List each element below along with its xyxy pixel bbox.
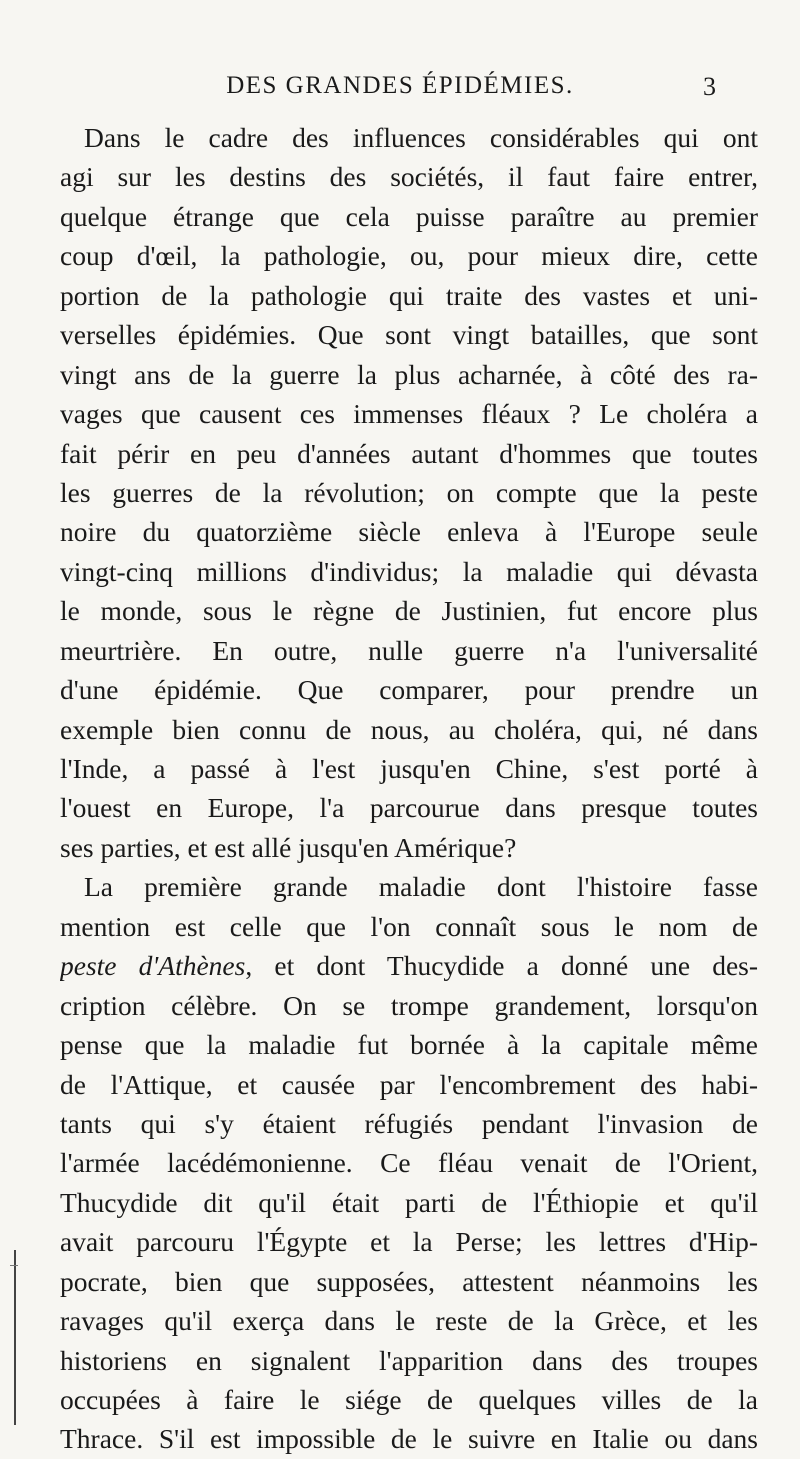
text-line: l'Inde, a passé à l'est jusqu'en Chine, s'est porté à [60, 753, 758, 784]
text-line: ses parties, et est allé jusqu'en Amérique? [60, 831, 517, 863]
text-line: La première grande maladie dont l'histoire fasse [84, 871, 758, 903]
running-head [40, 72, 760, 108]
text-line: Thucydide dit qu'il était parti de l'Éthiopie et qu'il [60, 1186, 758, 1218]
text-line-with-italic [60, 946, 758, 985]
text-line: vingt ans de la guerre la plus acharnée, à côté des ra- [60, 358, 758, 390]
text-line: noire du quatorzième siècle enleva à l'Europe seule [60, 516, 758, 548]
text-line: avait parcouru l'Égypte et la Perse; les lettres d'Hip- [60, 1226, 758, 1258]
text-line: Dans le cadre des influences considérables qui ont [84, 122, 758, 153]
text-line: pocrate, bien que supposées, attestent néanmoins les [60, 1265, 758, 1297]
text-line: l'ouest en Europe, l'a parcourue dans presque toutes [60, 792, 758, 824]
text-line: d'une épidémie. Que comparer, pour prendre un [60, 674, 758, 706]
text-line: exemple bien connu de nous, au choléra, qui, né dans [60, 713, 758, 745]
text-line: de l'Attique, et causée par l'encombrement des habi- [60, 1068, 758, 1100]
text-line: quelque étrange que cela puisse paraître au premier [60, 200, 758, 232]
text-line: coup d'œil, la pathologie, ou, pour mieux dire, cette [60, 240, 758, 272]
text-line: vages que causent ces immenses fléaux ? Le choléra a [60, 398, 758, 430]
text-line: les guerres de la révolution; on compte que la peste [60, 476, 758, 508]
italic-phrase: peste d'Athènes [60, 950, 246, 982]
line-rest: , et dont Thucydide a donné une des- [245, 950, 758, 982]
text-line: pense que la maladie fut bornée à la capitale même [60, 1029, 758, 1061]
text-line: verselles épidémies. Que sont vingt batailles, que sont [60, 319, 758, 351]
text-line: portion de la pathologie qui traite des vastes et uni- [60, 279, 758, 311]
text-line: ravages qu'il exerça dans le reste de la Grèce, et les [60, 1305, 758, 1337]
text-line: fait périr en peu d'années autant d'hommes que toutes [60, 437, 758, 469]
text-line: cription célèbre. On se trompe grandement, lorsqu'on [60, 989, 758, 1021]
text-line: mention est celle que l'on connaît sous le nom de [60, 910, 758, 942]
scan-edge-mark [10, 1265, 18, 1266]
text-line: l'armée lacédémonienne. Ce fléau venait de l'Orient, [60, 1147, 758, 1179]
text-line: historiens en signalent l'apparition dans des troupes [60, 1344, 758, 1376]
text-line: occupées à faire le siége de quelques villes de la [60, 1384, 758, 1415]
scan-edge-rule [14, 1250, 16, 1425]
text-line: agi sur les destins des sociétés, il faut faire entrer, [60, 161, 758, 193]
text-line: tants qui s'y étaient réfugiés pendant l'invasion de [60, 1107, 758, 1139]
text-line: Thrace. S'il est impossible de le suivre en Italie ou dans [60, 1423, 758, 1455]
page-number: 3 [703, 72, 716, 101]
text-line: le monde, sous le règne de Justinien, fut encore plus [60, 595, 758, 627]
body-text [60, 118, 758, 1459]
text-line: vingt-cinq millions d'individus; la maladie qui dévasta [60, 555, 758, 587]
text-line: meurtrière. En outre, nulle guerre n'a l'universalité [60, 634, 758, 666]
running-title: DES GRANDES ÉPIDÉMIES. [226, 72, 574, 99]
